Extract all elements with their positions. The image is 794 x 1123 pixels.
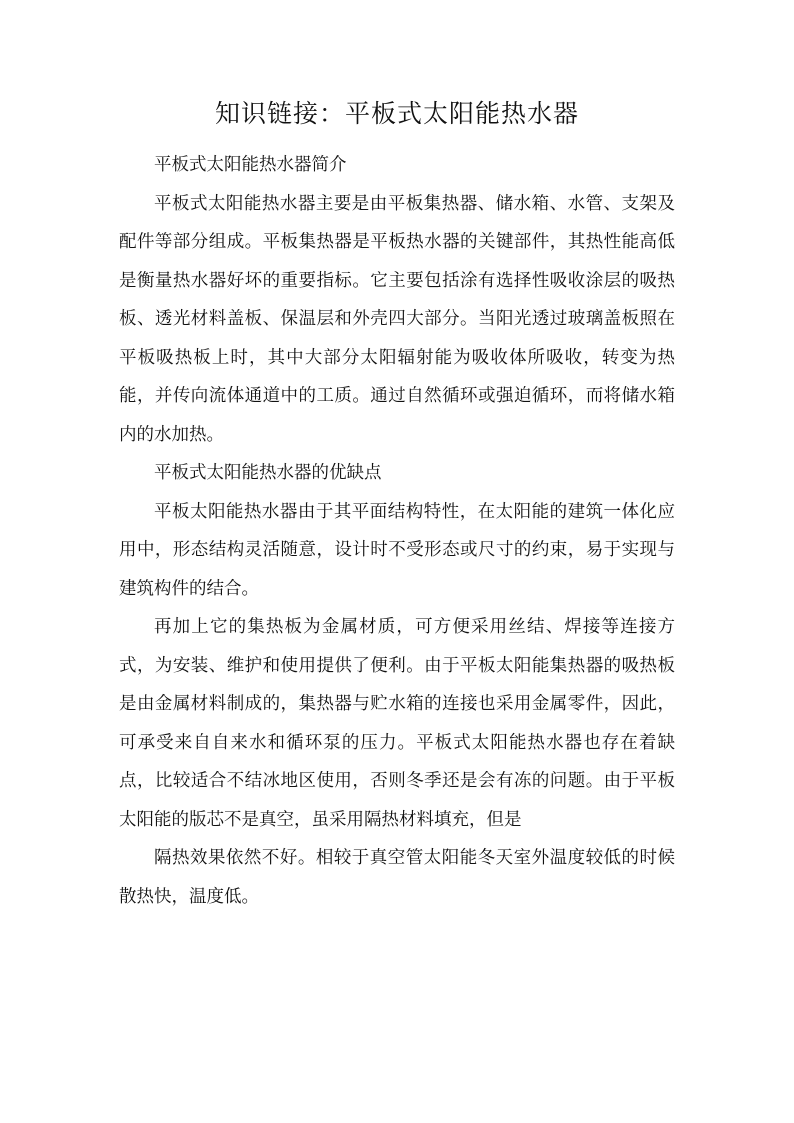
document-title: 知识链接：平板式太阳能热水器 [214,99,579,128]
paragraph-material: 再加上它的集热板为金属材质，可方便采用丝结、焊接等连接方式，为安装、维护和使用提供了便利。由于平板太阳能集热器的吸热板是由金属材料制成的，集热器与贮水箱的连接也采用金属零件，因此，可承受来自自来水和循环泵的压力。平板式太阳能热水器也存在着缺点，比较适合不结冰地区使用，否则冬季还是会有冻的问题。由于平板太阳能的版芯不是真空，虽采用隔热材料填充，但是 [119,617,675,830]
section-heading-pros-cons: 平板式太阳能热水器的优缺点 [154,463,382,483]
paragraph-structure: 平板太阳能热水器由于其平面结构特性，在太阳能的建筑一体化应用中，形态结构灵活随意，设计时不受形态或尺寸的约束，易于实现与建筑构件的结合。 [119,501,675,599]
section-heading-intro: 平板式太阳能热水器简介 [154,155,347,175]
paragraph-intro: 平板式太阳能热水器主要是由平板集热器、储水箱、水管、支架及配件等部分组成。平板集热器是平板热水器的关键部件，其热性能高低是衡量热水器好坏的重要指标。它主要包括涂有选择性吸收涂层的吸热板、透光材料盖板、保温层和外壳四大部分。当阳光透过玻璃盖板照在平板吸热板上时，其中大部分太阳辐射能为吸收体所吸收，转变为热能，并传向流体通道中的工质。通过自然循环或强迫循环，而将储水箱内的水加热。 [119,193,675,445]
paragraph-insulation: 隔热效果依然不好。相较于真空管太阳能冬天室外温度较低的时候散热快，温度低。 [119,848,675,907]
document-body [119,146,675,916]
